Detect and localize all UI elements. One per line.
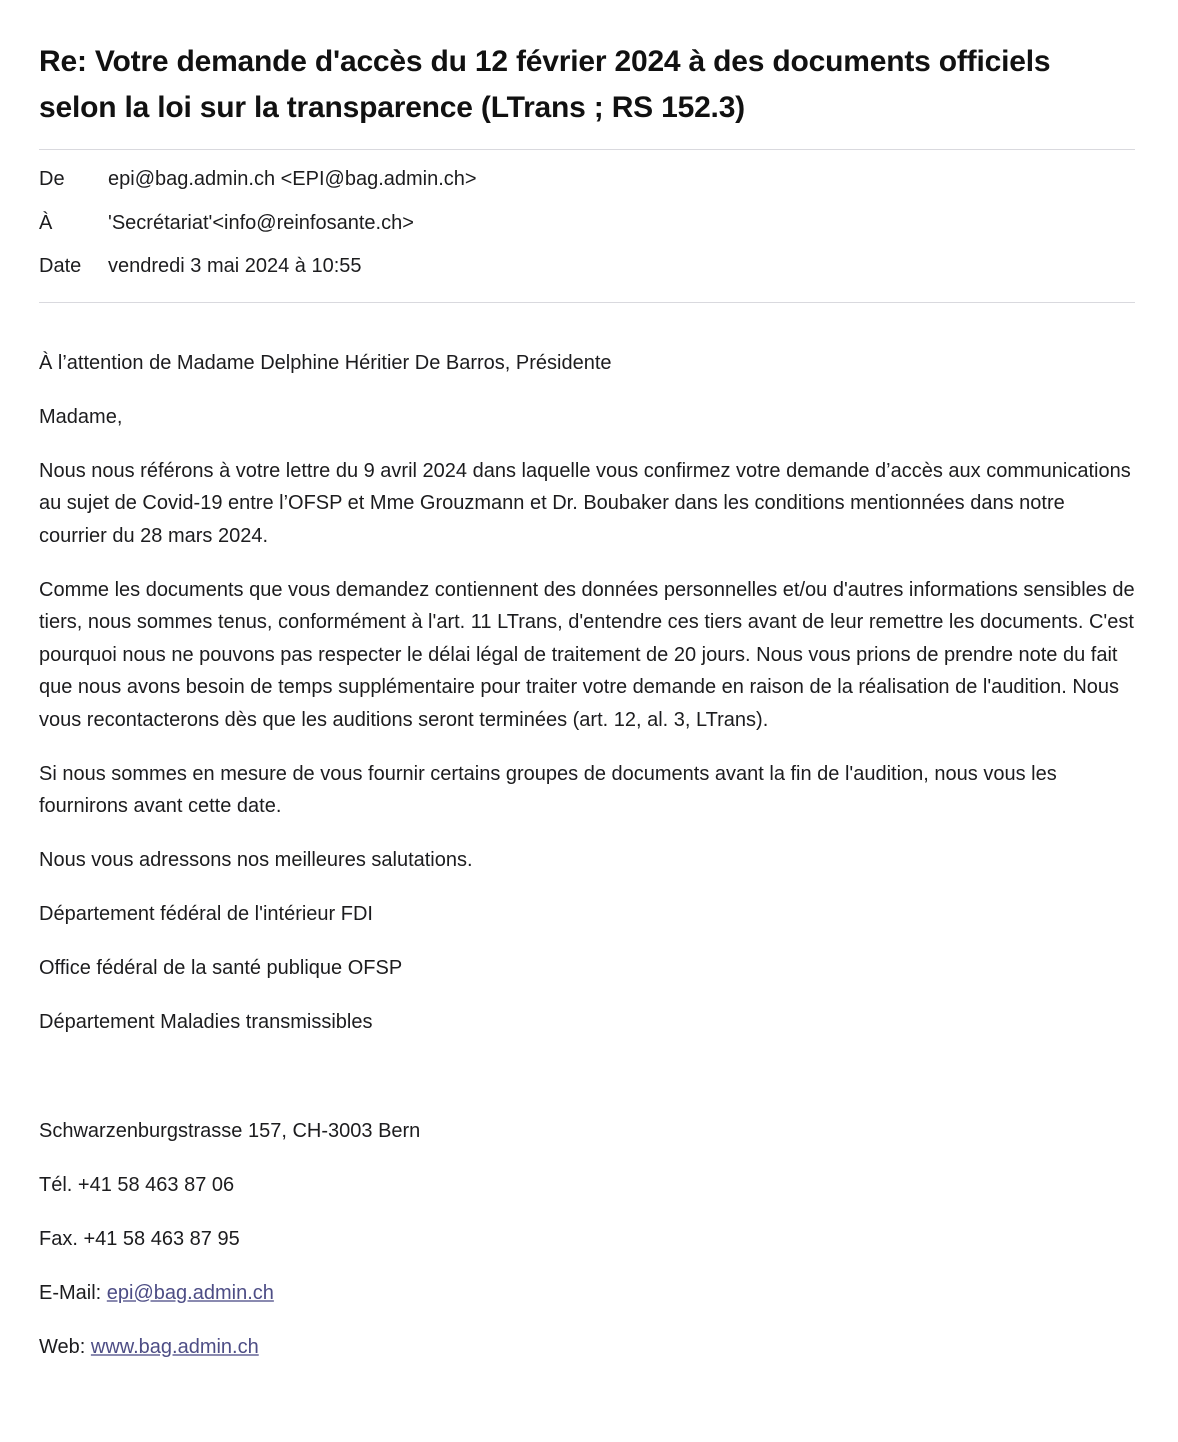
body-paragraph-2: Comme les documents que vous demandez contiennent des données personnelles et/ou d'autres informations sensibles de tiers, nous sommes tenus, conformément à l'art. 11 LTrans, d'entendre ces tiers avant de leur remettre les documents. C'est pourquoi nous ne pouvons pas respecter le délai légal de traitement de 20 jours. Nous vous prions de prendre note du fait que nous avons besoin de temps supplémentaire pour traiter votre demande en raison de la réalisation de l'audition. Nous vous recontacterons dès que les auditions seront terminées (art. 12, al. 3, LTrans). [39,578,1135,731]
signature-email [39,1277,1135,1310]
signature-block [39,898,1135,1364]
email-headers [39,150,1135,302]
signature-department: Département fédéral de l'intérieur FDI [39,903,373,925]
date-label: Date [39,255,82,277]
greeting: Madame, [39,405,123,428]
signature-division: Département Maladies transmissibles [39,1011,373,1033]
email-message [39,0,1135,1385]
signature-fax: Fax. +41 58 463 87 95 [39,1228,240,1250]
closing-line: Nous vous adressons nos meilleures salutations. [39,849,473,871]
to-label: À [39,211,53,234]
signature-spacer [39,1060,1135,1115]
signature-web [39,1331,1135,1364]
email-body [39,303,1135,1364]
signature-tel: Tél. +41 58 463 87 06 [39,1174,235,1196]
header-from-row [39,158,1135,202]
from-label: De [39,168,65,190]
body-paragraph-3: Si nous sommes en mesure de vous fournir certains groupes de documents avant la fin de l'audition, nous vous les fournirons avant cette date. [39,762,1057,817]
web-label: Web: [39,1336,91,1358]
header-to-row [39,202,1135,246]
header-date-row [39,245,1135,289]
web-link[interactable]: www.bag.admin.ch [90,1336,259,1358]
email-label: E-Mail: [39,1282,107,1304]
from-value[interactable]: epi@bag.admin.ch <EPI@bag.admin.ch> [108,168,477,190]
body-paragraph-1: Nous nous référons à votre lettre du 9 avril 2024 dans laquelle vous confirmez votre demande d’accès aux communications au sujet de Covid-19 entre l’OFSP et Mme Grouzmann et Dr. Boubaker dans les conditions mentionnées dans notre courrier du 28 mars 2024. [39,459,1131,547]
signature-office: Office fédéral de la santé publique OFSP [39,957,403,979]
signature-address: Schwarzenburgstrasse 157, CH-3003 Bern [39,1120,421,1142]
email-subject: Re: Votre demande d'accès du 12 février 2024 à des documents officiels selon la loi sur la transparence (LTrans ; RS 152.3) [39,45,1051,124]
date-value: vendredi 3 mai 2024 à 10:55 [108,255,362,277]
email-link[interactable]: epi@bag.admin.ch [106,1282,274,1304]
attention-line: À l’attention de Madame Delphine Héritier De Barros, Présidente [39,351,612,374]
to-value[interactable]: 'Secrétariat'<info@reinfosante.ch> [108,211,414,234]
